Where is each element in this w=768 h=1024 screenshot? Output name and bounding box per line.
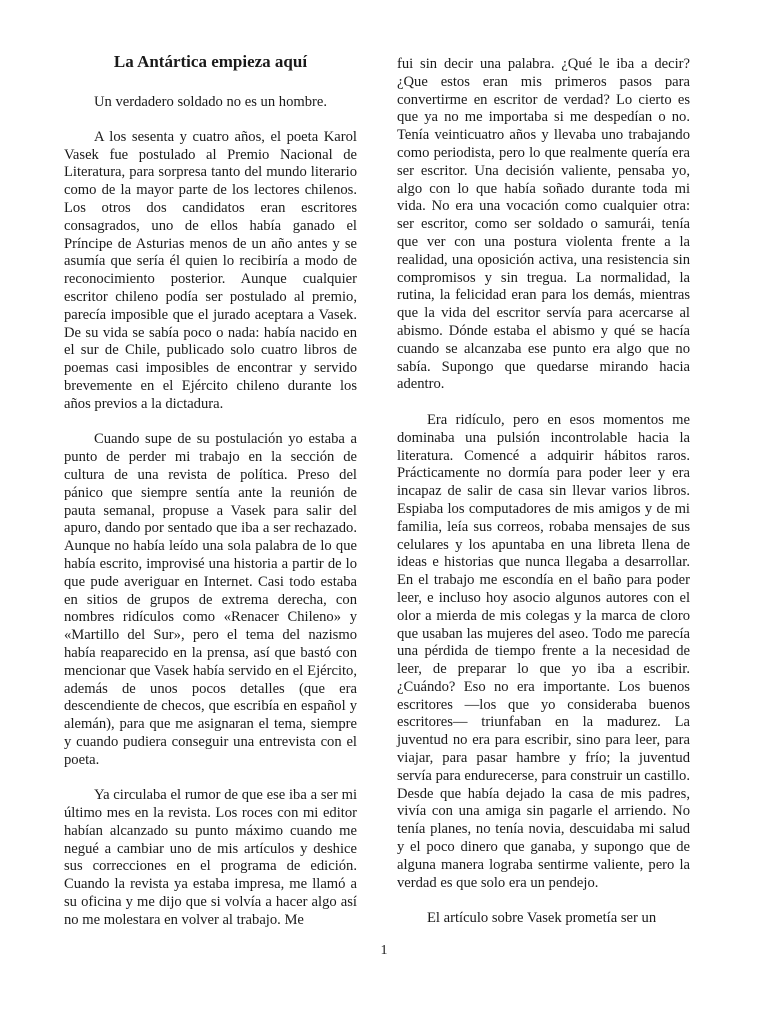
page-number: 1	[380, 943, 388, 958]
paragraph: El artículo sobre Vasek prometía ser un	[427, 910, 657, 927]
paragraph: Cuando supe de su postulación yo estaba a punto de perder mi trabajo en la sección de cultura de una revista de política. Preso del pánico que siempre sentía ante la reunión de pauta semanal, propuse a Vasek para salir del apuro, dando por sentado que iba a ser rechazado. Aunque no había leído una sola palabra de lo que había escrito, improvisé una historia a partir de lo que pude averiguar en Internet. Casi todo estaba en sitios de grupos de extrema derecha, con nombres ridículos como «Renacer Chileno» y «Martillo del Sur», pero el tema del nazismo había reaparecido en la prensa, así que bastó con mencionar que Vasek había servido en el Ejército, además de unos pocos detalles (que era descendiente de checos, que escribía en español y alemán), para que me asignaran el tema, siempre y cuando pudiera conseguir una entrevista con el poeta.	[64, 431, 357, 768]
page-title: La Antártica empieza aquí	[113, 52, 308, 71]
paragraph: Era ridículo, pero en esos momentos me dominaba una pulsión incontrolable hacia la literatura. Comencé a adquirir hábitos raros. Prácticamente no dormía para poder leer y era incapaz de salir de casa sin llevar varios libros. Espiaba los computadores de mis amigos y de mi familia, leía sus correos, robaba mensajes de sus celulares y los apuntaba en una libreta llena de ideas e historias que nunca llegaba a desarrollar. En el trabajo me escondía en el baño para poder leer, e incluso hoy asocio algunos autores con el olor a mierda de mis colegas y la marca de cloro que usaban las mujeres del aseo. Todo me parecía una pérdida de tiempo frente a la necesidad de leer, de preparar lo que yo iba a escribir. ¿Cuándo? Eso no era importante. Los buenos escritores —los que yo consideraba buenos escritores— triunfaban en la madurez. La juventud no era para escribir, sino para leer, para viajar, para pasar hambre y frío; la juventud servía para endurecerse, para construir un castillo. Desde que había dejado la casa de mis padres, vivía con una amiga sin pagarle el arriendo. No tenía planes, no tenía novia, descuidaba mi salud y el poco dinero que ganaba, y supongo que de alguna manera lograba sentirme valiente, pero la verdad es que solo era un pendejo.	[397, 411, 690, 891]
left-column	[64, 52, 357, 930]
paragraph: fui sin decir una palabra. ¿Qué le iba a decir? ¿Que estos eran mis primeros pasos para convertirme en escritor de verdad? Lo cierto es que ya no me importaba si me despedían o no. Tenía veinticuatro años y llevaba uno trabajando como periodista, pero lo que realmente quería era ser escritor. Una decisión valiente, pensaba yo, algo con lo que había soñado durante toda mi vida. No era una vocación como cualquier otra: ser escritor, como ser soldado o samurái, tenía que ver con una postura violenta frente a la realidad, una oposición activa, una resistencia sin compromisos y sin tregua. La normalidad, la rutina, la felicidad eran para los demás, mientras que la vida del escritor servía para acercarse al abismo. Dónde estaba el abismo y qué se hacía cuando se alcanzaba ese punto era algo que no sabía. Supongo que quedarse mirando hacia adentro.	[397, 56, 690, 393]
epigraph: Un verdadero soldado no es un hombre.	[93, 94, 328, 110]
paragraph: A los sesenta y cuatro años, el poeta Karol Vasek fue postulado al Premio Nacional de Literatura, para sorpresa tanto del mundo literario como de la mayor parte de los lectores chilenos. Los otros dos candidatos eran escritores consagrados, uno de ellos había ganado el Príncipe de Asturias menos de un año antes y se asumía que sería él quien lo recibiría a modo de reconocimiento posterior. Aunque cualquier escritor chileno podía ser postulado al premio, parecía imposible que el jurado aceptara a Vasek. De su vida se sabía poco o nada: había nacido en el sur de Chile, publicado solo cuatro libros de poemas casi imposibles de encontrar y servido brevemente en el Ejército chileno durante los años previos a la dictadura.	[64, 128, 357, 412]
right-column	[397, 56, 690, 928]
paragraph: Ya circulaba el rumor de que ese iba a ser mi último mes en la revista. Los roces con mi editor habían alcanzado su punto máximo cuando me negué a cambiar uno de mis artículos y deshice sus correcciones en el programa de edición. Cuando la revista ya estaba impresa, me llamó a su oficina y me dijo que si volvía a hacer algo así no me molestara en volver al trabajo. Me	[64, 787, 357, 928]
